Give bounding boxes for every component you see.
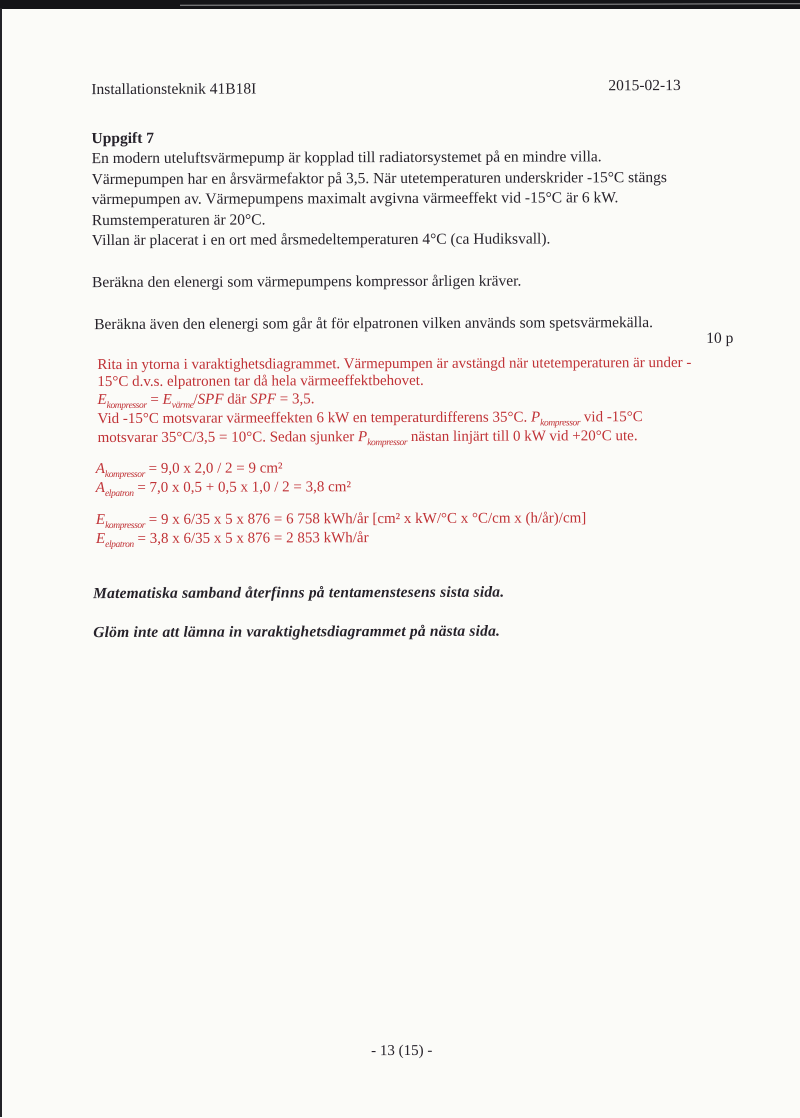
energy-formulas [96,510,587,551]
solution-formula-spf: $E_{kompressor} = E_{värme}/SPF$ där SPF = 3,5. [97,390,315,411]
area-formula-elpatron: $A_{elpatron} = 7,0$ x 0,5 + 0,5 x 1,0 / 2 = 3,8 cm² [95,479,351,500]
energy-formula-elpatron: $E_{elpatron} = 3,8$ x 6/35 x 5 x 876 = 2 853 kWh/år [95,530,369,551]
task-question-1: Beräkna den elenergi som värmepumpens kompressor årligen kräver. [92,272,522,292]
solution-block [97,355,691,450]
solution-vid-line1: Vid -15°C motsvarar värmeeffekten 6 kW en temperaturdifferens 35°C. $P_{kompressor}$ vid -15°C [97,409,643,429]
note-submit-diagram: Glöm inte att lämna in varaktighetsdiagrammet på nästa sida. [93,622,501,642]
area-formula-compressor: $A_{kompressor} = 9,0$ x 2,0 / 2 = 9 cm² [95,460,283,481]
task-body [92,147,668,252]
solution-intro-line2: 15°C d.v.s. elpatronen tar då hela värmeeffektbehovet. [97,373,424,391]
area-formulas [96,460,351,499]
solution-intro-line1: Rita in ytorna i varaktighetsdiagrammet. Värmepumpen är avstängd när utetemperaturen är under - [97,354,692,374]
task-title: Uppgift 7 [91,129,155,148]
task-body-line: värmepumpen av. Värmepumpens maximalt avgivna värmeeffekt vid -15°C är 6 kW. [91,189,619,209]
solution-vid-line2: motsvarar 35°C/3,5 = 10°C. Sedan sjunker $P_{kompressor}$ nästan linjärt till 0 kW vid +20°C ute. [97,428,638,449]
energy-formula-compressor: $E_{kompressor} = 9$ x 6/35 x 5 x 876 = 6 758 kWh/år [cm² x kW/°C x °C/cm x (h/år)/cm] [95,510,587,532]
note-math-relations: Matematiska samband återfinns på tentamenstesens sista sida. [93,583,505,603]
header-date: 2015-02-13 [608,77,681,95]
task-body-line: Rumstemperaturen är 20°C. [91,210,266,229]
task-body-line: En modern uteluftsvärmepump är kopplad till radiatorsystemet på en mindre villa. [91,148,602,168]
task-body-line: Villan är placerat i en ort med årsmedeltemperaturen 4°C (ca Hudiksvall). [91,230,551,250]
page-number: - 13 (15) - [371,1042,433,1060]
task-question-2: Beräkna även den elenergi som går åt för elpatronen vilken används som spetsvärmekälla. [94,314,654,334]
task-body-line: Värmepumpen har en årsvärmefaktor på 3,5. När utetemperaturen underskrider -15°C stängs [91,168,667,188]
header-course: Installationsteknik 41B18I [91,80,257,99]
points-badge: 10 p [706,329,734,347]
